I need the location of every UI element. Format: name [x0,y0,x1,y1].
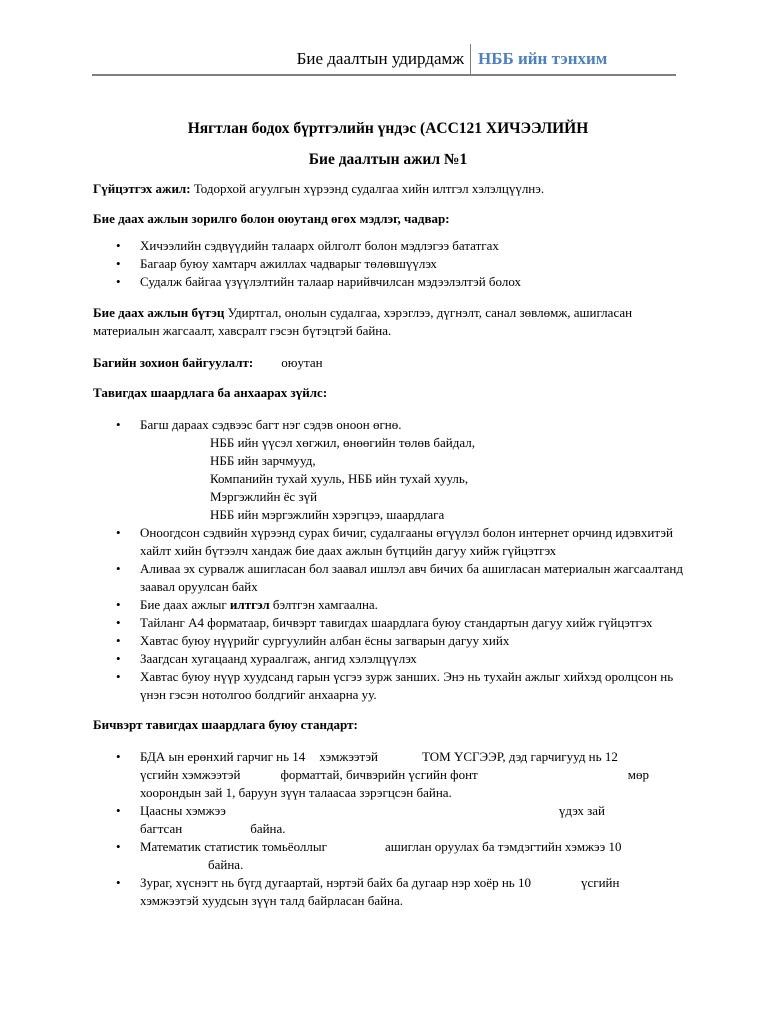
topic-item: НББ ийн мэргэжлийн хэрэгцээ, шаардлага [210,507,445,522]
list-item: • Оноогдсон сэдвийн хүрээнд сурах бичиг, судалгааны өгүүлэл болон интернет орчинд идэвхитэй хайлт хийн бүтээлч хандаж бие даах ажлын бүтцийн дагуу хийж гүйцэтгэх [93,524,683,560]
structure-text: Удиртгал, онолын судалгаа, хэрэглээ, дүгнэлт, санал зөвлөмж, ашигласан материалын жагсаалт, хавсралт гэсэн бүтэцтэй байна. [93,305,633,338]
std-text: үсгийн хэмжээтэй [140,767,241,782]
task-text: Тодорхой агуулгын хүрээнд судалгаа хийн илтгэл хэлэлцүүлнэ. [190,181,545,196]
list-item [93,596,683,614]
page-header [92,42,676,76]
list-item: • Аливаа эх сурвалж ашигласан бол заавал ишлэл авч бичих ба ашигласан материалын жагсаалтанд заавал оруулсан байх [93,560,683,596]
list-item [93,838,683,874]
std-text: БДА ын ерөнхий гарчиг нь 14 [140,749,306,764]
header-title: Бие даалтын удирдамж [296,49,464,68]
std-text: байна. [208,857,244,872]
std-text: үдэх зай [558,803,605,818]
topic-item: Мэргэжлийн ёс зүй [210,489,318,504]
list-item [93,748,683,802]
std-text: багтсан [140,821,183,836]
requirement-text: Багш дараах сэдвээс багт нэг сэдэв оноон өгнө. [140,417,402,432]
structure-paragraph [93,304,683,340]
standards-list [93,748,683,910]
team-label: Багийн зохион байгуулалт: [93,355,254,370]
list-item: • Судалж байгаа үзүүлэлтийн талаар нарийвчилсан мэдээлэлтэй болох [93,273,683,291]
document-body [93,120,683,910]
std-text: форматтай, бичвэрийн үсгийн фонт [280,767,478,782]
list-item: • Тайланг А4 форматаар, бичвэрт тавигдах шаардлага буюу стандартын дагуу хийж гүйцэтгэх [93,614,683,632]
requirement-text: Бие даах ажлыг [140,597,230,612]
std-text: ашиглан оруулах ба тэмдэгтийн хэмжээ 10 [384,839,622,854]
std-text: хэмжээтэй хуудсын зүүн талд байрласан байна. [140,893,404,908]
std-text: байна. [250,821,286,836]
header-department: НББ ийн тэнхим [478,49,608,68]
task-label: Гүйцэтгэх ажил: [93,181,191,196]
goal-heading: Бие даах ажлын зорилго болон оюутанд өгөх мэдлэг, чадвар: [93,211,450,226]
std-text: хэмжээтэй [319,749,379,764]
list-item [93,802,683,838]
list-item: • Хичээлийн сэдвүүдийн талаарх ойлголт болон мэдлэгээ бататгах [93,237,683,255]
document-subtitle: Бие даалтын ажил №1 [308,151,468,168]
list-item: • Заагдсан хугацаанд хураалгаж, ангид хэлэлцүүлэх [93,650,683,668]
std-text: үсгийн [580,875,620,890]
task-paragraph [93,180,683,198]
list-item [93,416,683,524]
header-divider [470,44,471,76]
topic-item: НББ ийн үүсэл хөгжил, өнөөгийн төлөв байдал, [210,435,476,450]
goal-list [93,237,683,291]
std-text: ТОМ ҮСГЭЭР, дэд гарчигууд нь 12 [422,749,618,764]
std-text: хоорондын зай 1, баруун зүүн талаасаа зэрэгцсэн байна. [140,785,452,800]
requirements-list [93,416,683,704]
std-text: Цаасны хэмжээ [140,803,226,818]
requirement-emphasis: илтгэл [229,597,270,612]
requirements-heading: Тавигдах шаардлага ба анхаарах зүйлс: [93,385,328,400]
document-title: Нягтлан бодох бүртгэлийн үндэс (ACC121 ХИЧЭЭЛИЙН [187,120,589,137]
std-text: мөр [627,767,649,782]
standards-heading: Бичвэрт тавигдах шаардлага буюу стандарт: [93,717,358,732]
list-item [93,874,683,910]
structure-label: Бие даах ажлын бүтэц [93,305,225,320]
requirement-text: бэлтгэн хамгаална. [269,597,378,612]
team-value: оюутан [281,355,323,370]
std-text: Математик статистик томьёоллыг [140,839,327,854]
list-item: • Хавтас буюу нүүр хуудсанд гарын үсгээ зурж заншиx. Энэ нь тухайн ажлыг хийхэд оролцсон нь үнэн гэсэн нотолгоо болдгийг анхаарна уу. [93,668,683,704]
list-item: • Хавтас буюу нүүрийг сургуулийн албан ёсны загварын дагуу хийх [93,632,683,650]
topic-item: НББ ийн зарчмууд, [210,453,316,468]
topic-item: Компанийн тухай хууль, НББ ийн тухай хууль, [210,471,469,486]
list-item: • Багаар буюу хамтарч ажиллах чадварыг төлөвшүүлэх [93,255,683,273]
std-text: Зураг, хүснэгт нь бүгд дугаартай, нэртэй байх ба дугаар нэр хоёр нь 10 [140,875,531,890]
team-paragraph [93,354,683,372]
